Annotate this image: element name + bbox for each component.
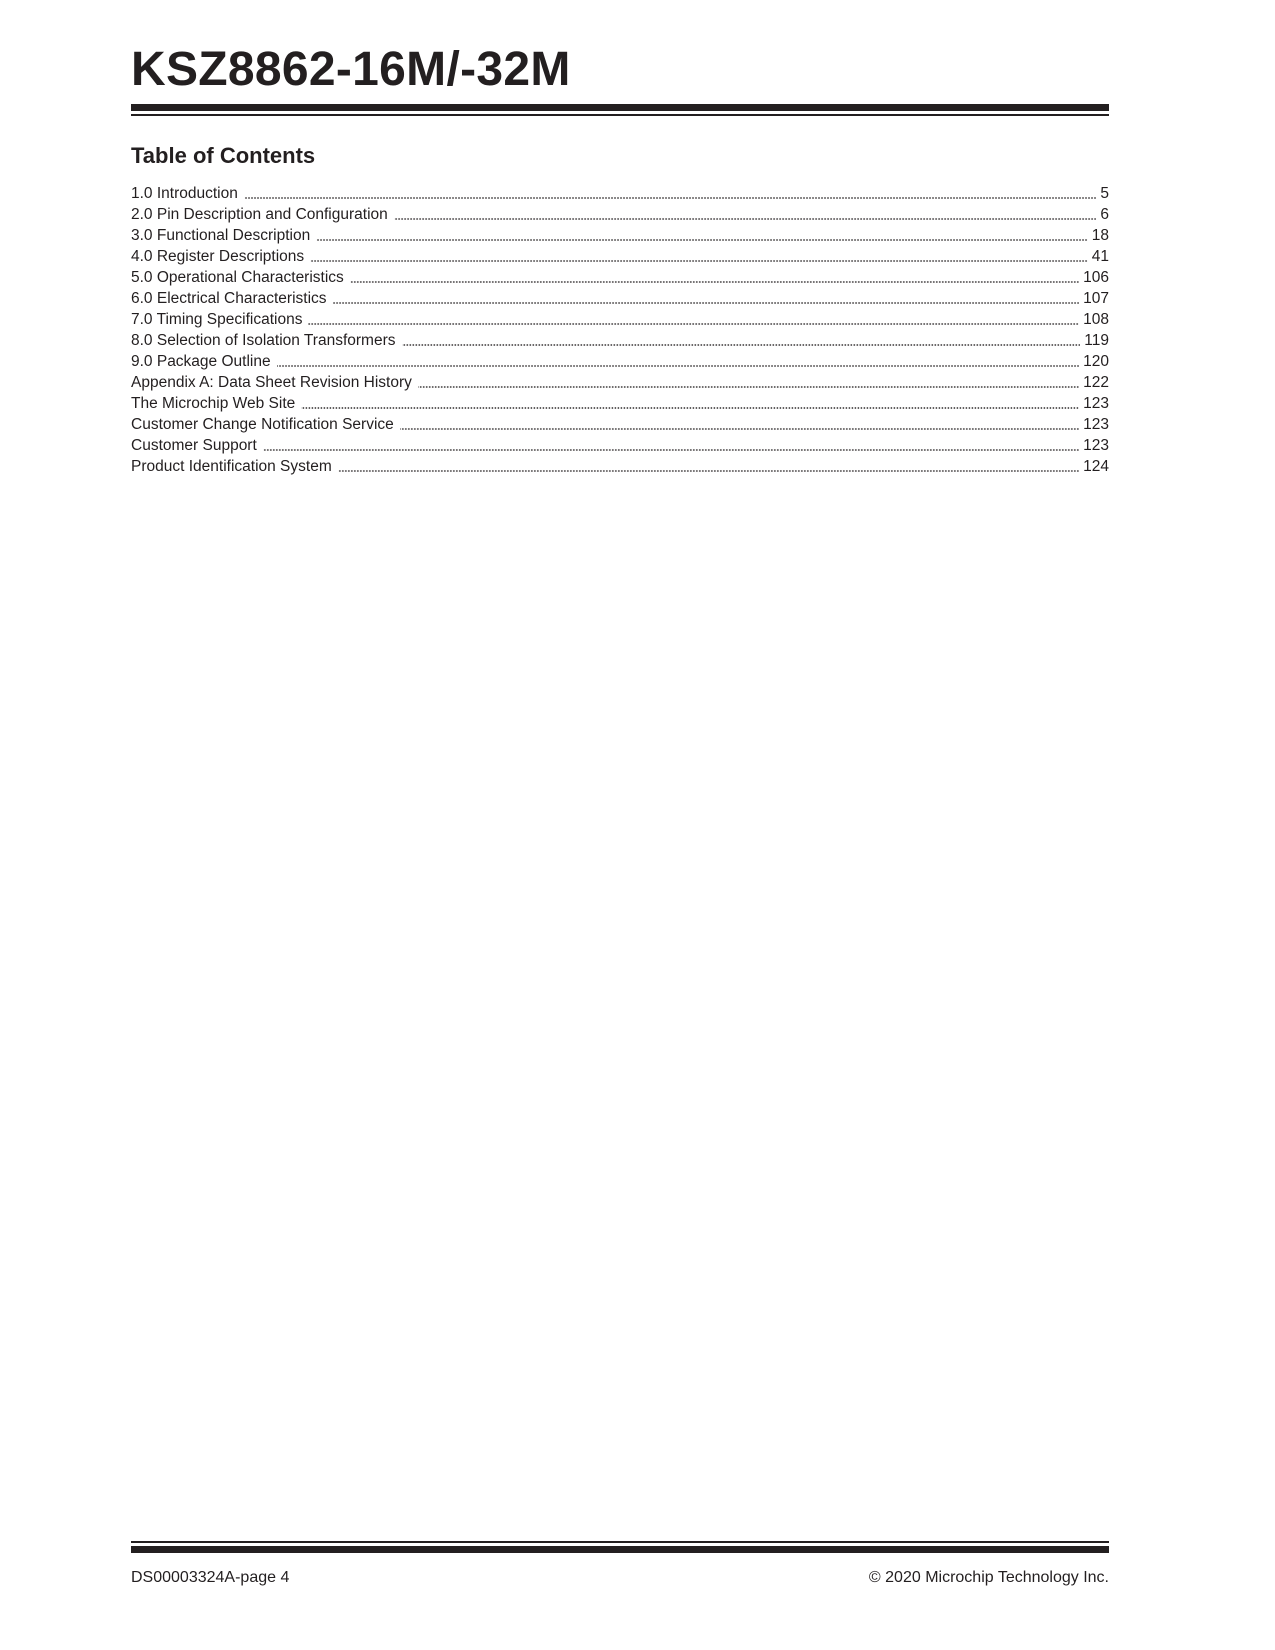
toc-entry-operational-characteristics[interactable] [131, 267, 1109, 288]
toc-entry-change-notification[interactable] [131, 414, 1109, 435]
toc-entry-title: 1.0 Introduction [131, 185, 238, 202]
toc-entry-title: Customer Change Notification Service [131, 416, 394, 433]
toc-entry-page: 108 [1083, 311, 1109, 328]
toc-entry-customer-support[interactable] [131, 435, 1109, 456]
toc-entry-page: 123 [1083, 416, 1109, 433]
toc-entry-title: 3.0 Functional Description [131, 227, 311, 244]
footer-rule-thick [131, 1546, 1109, 1553]
toc-entry-electrical-characteristics[interactable] [131, 288, 1109, 309]
toc-entry-web-site[interactable] [131, 393, 1109, 414]
toc-entry-package-outline[interactable] [131, 351, 1109, 372]
toc-entry-functional-description[interactable] [131, 225, 1109, 246]
toc-entry-timing-specifications[interactable] [131, 309, 1109, 330]
toc-entry-title: The Microchip Web Site [131, 395, 296, 412]
toc-entry-title: 8.0 Selection of Isolation Transformers [131, 332, 396, 349]
footer-copyright: © 2020 Microchip Technology Inc. [868, 1569, 1109, 1586]
toc-leader-dots [277, 365, 1080, 367]
footer-doc-id: DS00003324A-page 4 [131, 1569, 290, 1586]
toc-heading: Table of Contents [131, 143, 316, 168]
toc-entry-page: 41 [1091, 248, 1109, 265]
toc-leader-dots [308, 323, 1079, 325]
header-rule-thin [131, 114, 1109, 116]
toc-entry-page: 123 [1083, 437, 1109, 454]
toc-entry-page: 18 [1091, 227, 1109, 244]
toc-entry-page: 6 [1100, 206, 1109, 223]
toc-leader-dots [301, 407, 1079, 409]
document-title: KSZ8862-16M/-32M [131, 43, 571, 96]
toc-leader-dots [400, 428, 1079, 430]
toc-leader-dots [244, 197, 1097, 199]
toc-entry-page: 5 [1100, 185, 1109, 202]
toc-leader-dots [333, 302, 1080, 304]
toc-entry-revision-history[interactable] [131, 372, 1109, 393]
toc-entry-product-identification[interactable] [131, 456, 1109, 477]
toc-leader-dots [338, 470, 1079, 472]
toc-entry-page: 123 [1083, 395, 1109, 412]
toc-entry-introduction[interactable] [131, 183, 1109, 204]
toc-leader-dots [394, 218, 1097, 220]
toc-entry-register-descriptions[interactable] [131, 246, 1109, 267]
toc-entry-page: 124 [1083, 458, 1109, 475]
toc-entry-isolation-transformers[interactable] [131, 330, 1109, 351]
toc-entry-title: 5.0 Operational Characteristics [131, 269, 344, 286]
toc-entry-page: 119 [1084, 332, 1109, 349]
toc-entry-title: 6.0 Electrical Characteristics [131, 290, 327, 307]
toc-leader-dots [350, 281, 1079, 283]
toc-entry-page: 120 [1083, 353, 1109, 370]
toc-entry-title: 2.0 Pin Description and Configuration [131, 206, 388, 223]
toc-leader-dots [402, 344, 1081, 346]
toc-entry-page: 107 [1083, 290, 1109, 307]
toc-entry-title: Customer Support [131, 437, 257, 454]
toc-entry-title: Appendix A: Data Sheet Revision History [131, 374, 412, 391]
toc-entry-title: 9.0 Package Outline [131, 353, 271, 370]
toc-entry-title: Product Identification System [131, 458, 332, 475]
toc-leader-dots [263, 449, 1079, 451]
toc-leader-dots [310, 260, 1088, 262]
toc-entry-page: 122 [1083, 374, 1109, 391]
toc-entry-pin-description[interactable] [131, 204, 1109, 225]
header-rule-thick [131, 104, 1109, 111]
toc-entry-page: 106 [1083, 269, 1109, 286]
toc-leader-dots [316, 239, 1088, 241]
toc-entry-title: 7.0 Timing Specifications [131, 311, 303, 328]
footer-rule-thin [131, 1541, 1109, 1543]
toc-leader-dots [418, 386, 1079, 388]
toc-entry-title: 4.0 Register Descriptions [131, 248, 305, 265]
toc-list [131, 183, 1109, 477]
